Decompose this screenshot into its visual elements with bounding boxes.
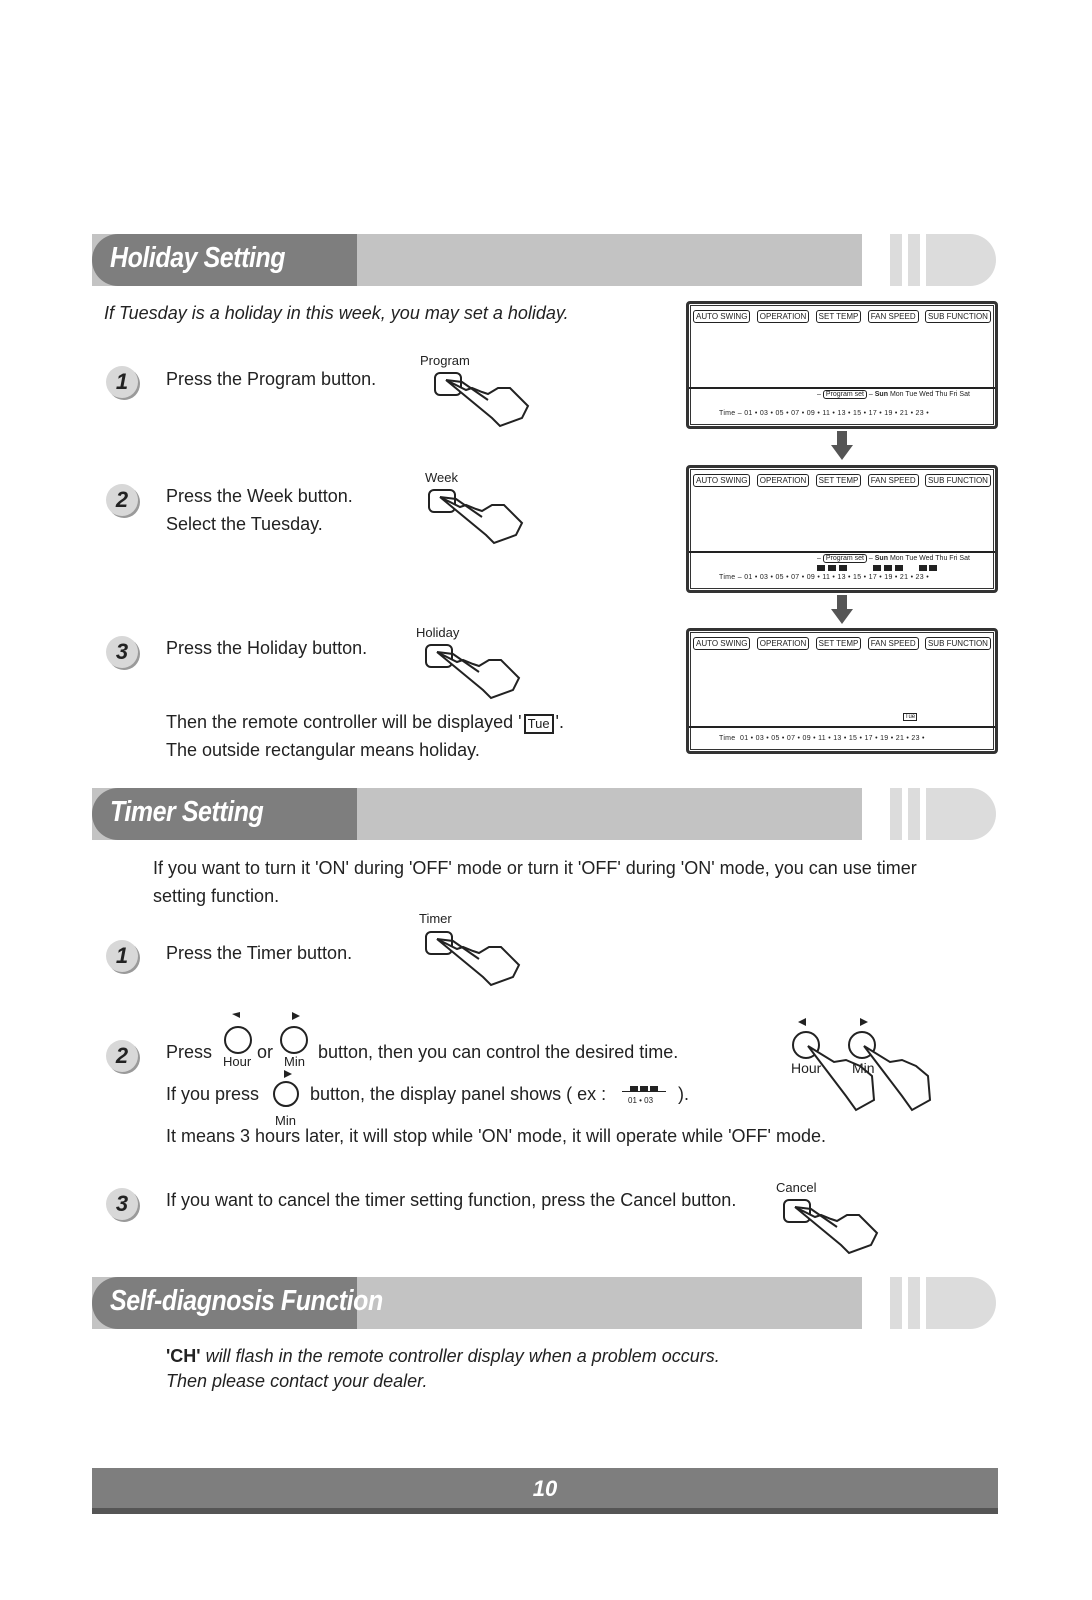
holiday-note-line2: The outside rectangular means holiday.	[166, 740, 480, 760]
holiday-intro: If Tuesday is a holiday in this week, you may set a holiday.	[104, 303, 569, 323]
lcd-function-tags: AUTO SWING OPERATION SET TEMP FAN SPEED SUB FUNCTION	[693, 310, 991, 323]
lcd-time-row: Time 01 • 03 • 05 • 07 • 09 • 11 • 13 • 15 • 17 • 19 • 21 • 23 •	[719, 735, 925, 742]
button-label: Holiday	[416, 625, 460, 640]
step-badge: 2	[106, 484, 138, 516]
press-hand-icon	[423, 929, 523, 989]
step-text: Press the Holiday button.	[166, 638, 368, 658]
step-badge: 3	[106, 1188, 138, 1220]
shows-text: button, the display panel shows ( ex :	[310, 1084, 607, 1104]
step-badge: 1	[106, 366, 138, 398]
header-decoration	[890, 1277, 1000, 1329]
press-hand-icon	[781, 1197, 881, 1257]
step-text: Select the Tuesday.	[166, 514, 323, 534]
step-badge: 1	[106, 940, 138, 972]
press-text: Press	[166, 1042, 213, 1062]
min-label: Min	[284, 1054, 305, 1069]
close-paren: ).	[678, 1084, 689, 1104]
arrow-down-icon	[831, 431, 853, 461]
press-hand-icon	[426, 487, 526, 547]
hour-button-icon	[222, 1012, 254, 1056]
lcd-function-tags: AUTO SWING OPERATION SET TEMP FAN SPEED SUB FUNCTION	[693, 474, 991, 487]
lcd-tue-box: Tue	[905, 714, 916, 720]
holiday-section-header	[92, 234, 862, 286]
hour-label: Hour	[791, 1060, 822, 1076]
header-decoration	[890, 788, 1000, 840]
holiday-note-line1: Then the remote controller will be displayed ' Tue '.	[166, 712, 564, 732]
diag-line1: 'CH' will flash in the remote controller display when a problem occurs.	[166, 1346, 720, 1366]
step-text: Press the Week button.	[166, 486, 353, 506]
arrow-down-icon	[831, 595, 853, 625]
min-button-icon	[278, 1012, 310, 1056]
timer-means-text: It means 3 hours later, it will stop while 'ON' mode, it will operate while 'OFF' mode.	[166, 1126, 826, 1146]
holiday-title: Holiday Setting	[110, 242, 286, 274]
lcd-function-tags: AUTO SWING OPERATION SET TEMP FAN SPEED SUB FUNCTION	[693, 637, 991, 650]
min-label: Min	[852, 1060, 875, 1076]
button-label: Cancel	[776, 1180, 817, 1195]
timer-intro-line2: setting function.	[153, 886, 280, 906]
example-time-label: 01 • 03	[628, 1096, 654, 1105]
press-hand-icon	[432, 370, 532, 430]
button-label: Timer	[419, 911, 452, 926]
diag-line2: Then please contact your dealer.	[166, 1371, 428, 1391]
timer-section-header	[92, 788, 862, 840]
lcd-program-row: – Program set – Sun Mon Tue Wed Thu Fri Sat	[817, 391, 970, 398]
step-badge: 3	[106, 636, 138, 668]
or-text: or	[257, 1042, 274, 1062]
timer-title: Timer Setting	[110, 796, 264, 828]
min-button-icon	[270, 1070, 302, 1110]
lcd-time-row: Time – 01 • 03 • 05 • 07 • 09 • 11 • 13 • 15 • 17 • 19 • 21 • 23 •	[719, 410, 929, 417]
min-label: Min	[275, 1113, 296, 1128]
page-number: 10	[532, 1476, 558, 1501]
step-text: Press the Program button.	[166, 369, 377, 389]
diag-title: Self-diagnosis Function	[110, 1285, 383, 1317]
hour-label: Hour	[223, 1054, 252, 1069]
button-label: Week	[425, 470, 458, 485]
lcd-display-panel	[686, 301, 998, 429]
button-label: Program	[420, 353, 470, 368]
step-text: button, then you can control the desired time.	[318, 1042, 679, 1062]
step-text: Press the Timer button.	[166, 943, 353, 963]
step-text: If you want to cancel the timer setting function, press the Cancel button.	[166, 1190, 737, 1210]
lcd-display-panel	[686, 465, 998, 593]
tue-holiday-box: Tue	[524, 714, 554, 734]
lcd-timer-bars	[817, 564, 937, 572]
lcd-time-row: Time – 01 • 03 • 05 • 07 • 09 • 11 • 13 • 15 • 17 • 19 • 21 • 23 •	[719, 574, 929, 581]
lcd-program-row: – Program set – Sun Mon Tue Wed Thu Fri Sat	[817, 555, 970, 562]
press-hand-icon	[423, 642, 523, 702]
if-press-text: If you press	[166, 1084, 260, 1104]
header-decoration	[890, 234, 1000, 286]
diag-section-header	[92, 1277, 862, 1329]
lcd-display-panel	[686, 628, 998, 754]
page-footer	[92, 1468, 998, 1514]
step-badge: 2	[106, 1040, 138, 1072]
timer-intro-line1: If you want to turn it 'ON' during 'OFF' mode or turn it 'OFF' during 'ON' mode, you can use timer	[153, 858, 917, 878]
